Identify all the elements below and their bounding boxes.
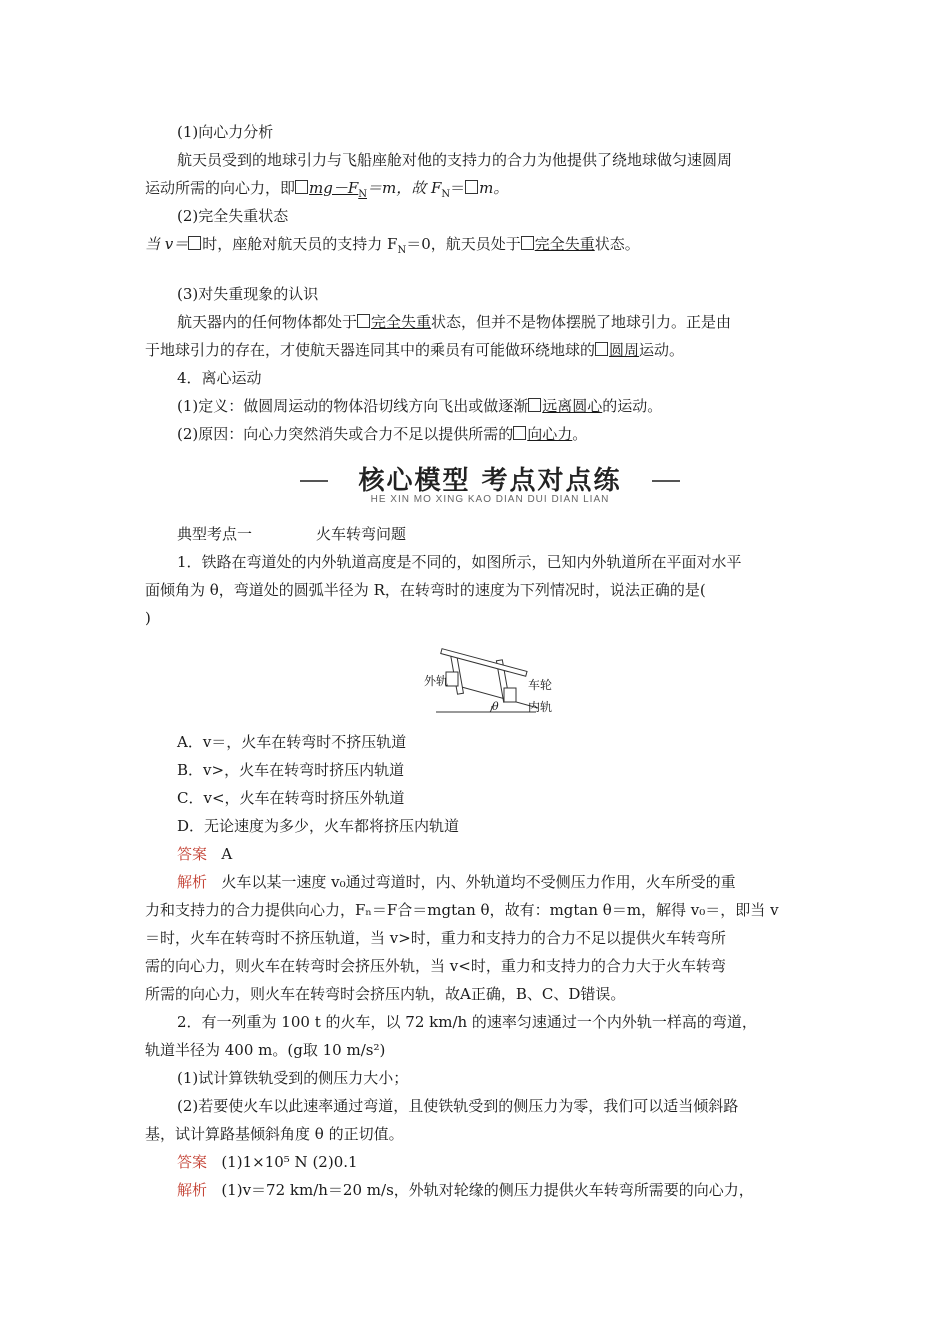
question-2-sub1: (1)试计算铁轨受到的侧压力大小； — [177, 1069, 409, 1087]
analysis-line: 解析 火车以某一速度 v₀通过弯道时，内、外轨道均不受侧压力作用，火车所受的重 — [177, 873, 736, 891]
paragraph-line: 于地球引力的存在，才使航天器连同其中的乘员有可能做环绕地球的 圆周运动。 — [145, 341, 685, 359]
blank-box-icon — [295, 180, 308, 194]
paragraph-line: 运动所需的向心力，即 $mg-F_N=m$，故 $F_N= m$。 — [145, 179, 509, 200]
analysis-line: 所需的向心力，则火车在转弯时会挤压内轨，故A正确，B、C、D错误。 — [145, 985, 626, 1003]
paragraph-line: 航天员受到的地球引力与飞船座舱对他的支持力的合力为他提供了绕地球做匀速圆周 — [177, 151, 733, 169]
question-1-stem: 1．铁路在弯道处的内外轨道高度是不同的，如图所示，已知内外轨道所在平面对水平 — [177, 553, 742, 571]
heading-weightlessness: (2)完全失重状态 — [177, 207, 289, 225]
analysis-line: 解析 (1)v＝72 km/h＝20 m/s，外轨对轮缘的侧压力提供火车转弯所需要的向心力， — [177, 1181, 754, 1199]
blank-box-icon — [465, 180, 478, 194]
answer-line — [177, 1152, 837, 1172]
heading-centrifugal: 4．离心运动 — [177, 369, 262, 387]
paragraph-line: (1)定义：做圆周运动的物体沿切线方向飞出或做逐渐 远离圆心的运动。 — [177, 397, 663, 415]
answer-value: (1)1×10⁵ N (2)0.1 — [221, 1153, 358, 1171]
blank-box-icon — [513, 426, 526, 440]
label-angle: θ — [492, 700, 499, 713]
paragraph-line: 当 v＝ 时，座舱对航天员的支持力 $F_N=0$，航天员处于 完全失重状态。 — [145, 235, 640, 256]
analysis-label: 解析 — [177, 873, 208, 891]
label-wheel: 车轮 — [528, 678, 553, 692]
answer-line — [177, 844, 837, 864]
answer-label: 答案 — [177, 845, 208, 863]
option-a: A．v＝，火车在转弯时不挤压轨道 — [177, 733, 407, 751]
paragraph-line: (2)原因：向心力突然消失或合力不足以提供所需的 向心力。 — [177, 425, 588, 443]
banner-title: 核心模型 考点对点练 — [358, 466, 622, 496]
question-2-stem: 轨道半径为 400 m。(g取 10 m/s²) — [145, 1041, 386, 1059]
banner-subtitle: HE XIN MO XING KAO DIAN DUI DIAN LIAN — [370, 494, 610, 505]
question-1-stem: 面倾角为 θ，弯道处的圆弧半径为 R，在转弯时的速度为下列情况时，说法正确的是( — [145, 581, 706, 599]
heading-centripetal-analysis: (1)向心力分析 — [177, 123, 274, 141]
section-heading: 典型考点一 火车转弯问题 — [177, 525, 407, 543]
label-inner-rail: 内轨 — [528, 700, 553, 714]
option-d: D．无论速度为多少，火车都将挤压内轨道 — [177, 817, 460, 835]
heading-understanding: (3)对失重现象的认识 — [177, 285, 319, 303]
analysis-line: 力和支持力的合力提供向心力，Fₙ＝F合＝mgtan θ，故有：mgtan θ＝m，解得 v₀＝，即当 v — [145, 901, 779, 919]
blank-box-icon — [188, 236, 201, 250]
analysis-line: ＝时，火车在转弯时不挤压轨道，当 v>时，重力和支持力的合力不足以提供火车转弯所 — [145, 929, 726, 947]
question-2-sub2: 基，试计算路基倾斜角度 θ 的正切值。 — [145, 1125, 404, 1143]
label-outer-rail: 外轨 — [424, 674, 449, 688]
paragraph-line: 航天器内的任何物体都处于 完全失重状态，但并不是物体摆脱了地球引力。正是由 — [177, 313, 732, 331]
question-2-sub2: (2)若要使火车以此速率通过弯道，且使铁轨受到的侧压力为零，我们可以适当倾斜路 — [177, 1097, 739, 1115]
answer-label: 答案 — [177, 1153, 208, 1171]
blank-box-icon — [528, 398, 541, 412]
section-banner — [300, 458, 680, 516]
answer-value: A — [221, 845, 233, 863]
blank-box-icon — [595, 342, 608, 356]
blank-box-icon — [357, 314, 370, 328]
question-2-stem: 2．有一列重为 100 t 的火车，以 72 km/h 的速率匀速通过一个内外轨一样高的弯道， — [177, 1013, 757, 1031]
option-b: B．v>，火车在转弯时挤压内轨道 — [177, 761, 405, 779]
train-track-figure — [418, 640, 568, 720]
blank-box-icon — [521, 236, 534, 250]
analysis-line: 需的向心力，则火车在转弯时会挤压外轨，当 v<时，重力和支持力的合力大于火车转弯 — [145, 957, 726, 975]
analysis-label: 解析 — [177, 1181, 208, 1199]
question-1-stem: ) — [145, 609, 151, 627]
option-c: C．v<，火车在转弯时挤压外轨道 — [177, 789, 405, 807]
